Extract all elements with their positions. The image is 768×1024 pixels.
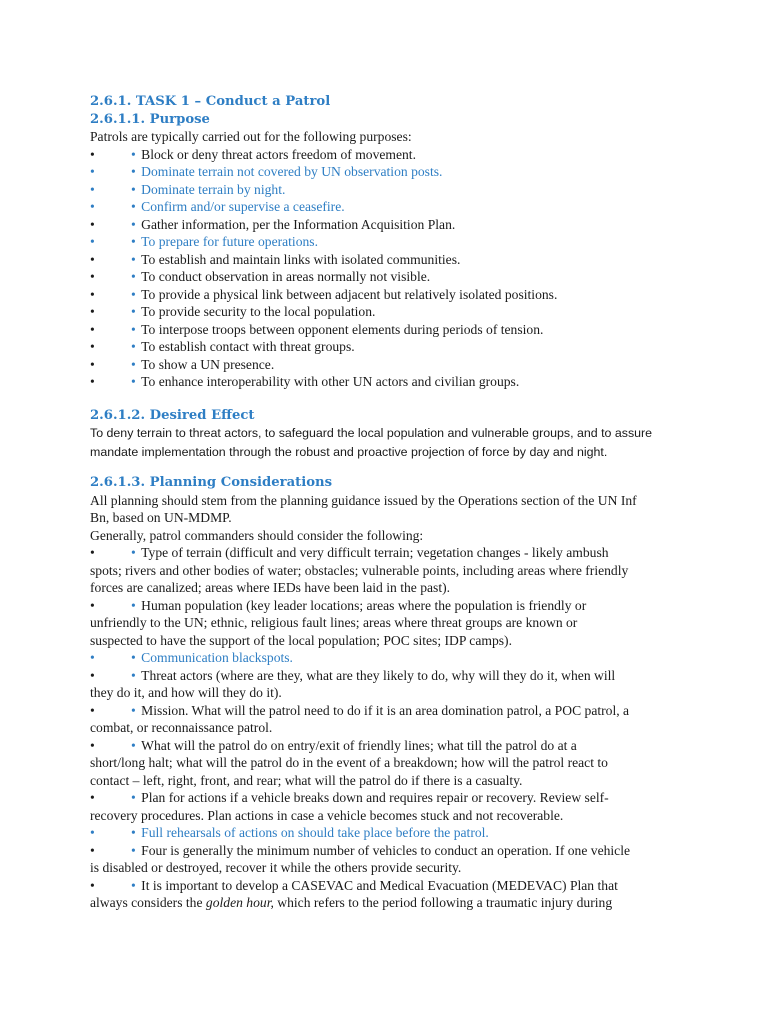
purpose-item-text: To enhance interoperability with other UN actors and civilian groups. bbox=[141, 374, 520, 389]
planning-item-line: which refers to the period following a traumatic injury during bbox=[273, 895, 613, 910]
bullet-marker: • bbox=[90, 321, 95, 337]
bullet-marker: • bbox=[90, 702, 95, 718]
planning-item-line: is disabled or destroyed, recover it while the others provide security. bbox=[90, 860, 462, 875]
bullet-dot: • bbox=[131, 825, 136, 840]
purpose-item-text: Dominate terrain by night. bbox=[141, 181, 286, 197]
bullet-marker: • bbox=[90, 877, 95, 893]
purpose-heading: 2.6.1.1. Purpose bbox=[90, 111, 210, 127]
bullet-marker: • bbox=[90, 269, 95, 284]
planning-item-line: Full rehearsals of actions on should take place before the patrol. bbox=[141, 825, 489, 840]
planning-item-line: Communication blackspots. bbox=[141, 650, 293, 665]
planning-item bbox=[90, 544, 680, 597]
bullet-marker: • bbox=[90, 356, 95, 372]
bullet-marker: • bbox=[90, 545, 95, 560]
planning-item-line: What will the patrol do on entry/exit of friendly lines; what till the patrol do at a bbox=[141, 737, 577, 753]
planning-item-line: It is important to develop a CASEVAC and Medical Evacuation (MEDEVAC) Plan that bbox=[141, 877, 618, 893]
planning-item-line: Plan for actions if a vehicle breaks down and requires repair or recovery. Review self- bbox=[141, 790, 609, 805]
planning-item bbox=[90, 737, 680, 790]
planning-item-line: contact – left, right, front, and rear; what will the patrol do if there is a casualty. bbox=[90, 772, 523, 788]
desired-effect-line: mandate implementation through the robust and proactive projection of force by day and night. bbox=[90, 445, 608, 459]
bullet-marker: • bbox=[90, 374, 95, 389]
bullet-marker: • bbox=[90, 286, 95, 302]
purpose-item-text: To provide a physical link between adjacent but relatively isolated positions. bbox=[141, 286, 558, 302]
document-page bbox=[90, 93, 680, 912]
planning-heading: 2.6.1.3. Planning Considerations bbox=[90, 475, 333, 490]
purpose-item bbox=[90, 163, 680, 181]
bullet-dot: • bbox=[131, 146, 136, 162]
purpose-item bbox=[90, 356, 680, 374]
planning-item bbox=[90, 667, 680, 702]
bullet-dot: • bbox=[131, 339, 136, 354]
planning-item-line: Human population (key leader locations; areas where the population is friendly or bbox=[141, 597, 587, 613]
planning-intro-line: All planning should stem from the planning guidance issued by the Operations section of the UN Inf bbox=[90, 492, 637, 508]
purpose-item-text: Confirm and/or supervise a ceasefire. bbox=[141, 199, 345, 214]
bullet-marker: • bbox=[90, 825, 95, 840]
purpose-item-text: To show a UN presence. bbox=[141, 356, 275, 372]
bullet-dot: • bbox=[131, 304, 136, 319]
bullet-dot: • bbox=[131, 702, 136, 718]
purpose-item bbox=[90, 146, 680, 164]
bullet-marker: • bbox=[90, 790, 95, 805]
bullet-marker: • bbox=[90, 597, 95, 613]
purpose-bullet-list bbox=[90, 146, 680, 391]
purpose-item bbox=[90, 321, 680, 339]
planning-item-line: they do it, and how will they do it). bbox=[90, 685, 282, 700]
planning-item bbox=[90, 649, 680, 667]
planning-intro bbox=[90, 492, 680, 545]
bullet-dot: • bbox=[131, 650, 136, 665]
purpose-item bbox=[90, 286, 680, 304]
planning-item-line: always considers the bbox=[90, 895, 206, 910]
planning-item-line: Four is generally the minimum number of vehicles to conduct an operation. If one vehicle bbox=[141, 842, 631, 858]
bullet-dot: • bbox=[131, 842, 136, 858]
golden-hour-term: golden hour, bbox=[205, 895, 274, 910]
purpose-item bbox=[90, 338, 680, 356]
planning-item-line: Threat actors (where are they, what are they likely to do, why will they do it, when will bbox=[141, 667, 616, 683]
planning-bullet-list bbox=[90, 544, 680, 877]
purpose-item bbox=[90, 233, 680, 251]
purpose-item-text: To provide security to the local population. bbox=[141, 304, 376, 319]
purpose-item-text: Dominate terrain not covered by UN observation posts. bbox=[141, 164, 443, 179]
planning-intro-line: Bn, based on UN-MDMP. bbox=[90, 510, 232, 525]
planning-item bbox=[90, 702, 680, 737]
bullet-marker: • bbox=[90, 650, 95, 665]
planning-item-line: spots; rivers and other bodies of water; obstacles; vulnerable points, including areas where friendly bbox=[90, 562, 629, 578]
purpose-item bbox=[90, 216, 680, 234]
bullet-marker: • bbox=[90, 251, 95, 267]
bullet-dot: • bbox=[131, 199, 136, 214]
planning-item-line: Mission. What will the patrol need to do if it is an area domination patrol, a POC patrol, a bbox=[141, 702, 630, 718]
bullet-dot: • bbox=[131, 790, 136, 805]
planning-item-line: suspected to have the support of the local population; POC sites; IDP camps). bbox=[90, 632, 512, 648]
purpose-item bbox=[90, 303, 680, 321]
bullet-dot: • bbox=[131, 251, 136, 267]
desired-effect-line: To deny terrain to threat actors, to safeguard the local population and vulnerable groups, and to assure bbox=[90, 426, 653, 440]
planning-item bbox=[90, 824, 680, 842]
planning-item bbox=[90, 842, 680, 877]
bullet-dot: • bbox=[131, 597, 136, 613]
purpose-item-text: To interpose troops between opponent elements during periods of tension. bbox=[141, 321, 544, 337]
purpose-intro: Patrols are typically carried out for the following purposes: bbox=[90, 129, 412, 144]
purpose-item bbox=[90, 251, 680, 269]
bullet-marker: • bbox=[90, 667, 95, 683]
planning-intro-line: Generally, patrol commanders should consider the following: bbox=[90, 527, 424, 543]
planning-item-line: forces are canalized; areas where IEDs have been laid in the past). bbox=[90, 580, 451, 595]
bullet-dot: • bbox=[131, 545, 136, 560]
planning-item-line: Type of terrain (difficult and very difficult terrain; vegetation changes - likely ambush bbox=[141, 545, 609, 560]
purpose-item bbox=[90, 198, 680, 216]
task-heading: 2.6.1. TASK 1 – Conduct a Patrol bbox=[90, 94, 331, 109]
bullet-dot: • bbox=[131, 737, 136, 753]
purpose-item bbox=[90, 373, 680, 391]
planning-item-line: combat, or reconnaissance patrol. bbox=[90, 720, 273, 735]
purpose-item-text: To establish contact with threat groups. bbox=[141, 339, 355, 354]
bullet-marker: • bbox=[90, 216, 95, 232]
desired-effect-heading: 2.6.1.2. Desired Effect bbox=[90, 407, 255, 423]
bullet-dot: • bbox=[131, 234, 136, 249]
purpose-item-text: To prepare for future operations. bbox=[141, 234, 318, 249]
planning-item-casevac bbox=[90, 877, 680, 912]
desired-effect-paragraph bbox=[90, 424, 680, 462]
bullet-dot: • bbox=[131, 286, 136, 302]
bullet-dot: • bbox=[131, 374, 136, 389]
bullet-marker: • bbox=[90, 181, 95, 197]
planning-item-line: unfriendly to the UN; ethnic, religious fault lines; areas where threat groups are known or bbox=[90, 615, 578, 630]
purpose-item bbox=[90, 181, 680, 199]
bullet-marker: • bbox=[90, 304, 95, 319]
bullet-dot: • bbox=[131, 164, 136, 179]
bullet-dot: • bbox=[131, 877, 136, 893]
bullet-marker: • bbox=[90, 842, 95, 858]
bullet-marker: • bbox=[90, 339, 95, 354]
bullet-dot: • bbox=[131, 321, 136, 337]
bullet-marker: • bbox=[90, 234, 95, 249]
planning-item bbox=[90, 597, 680, 650]
purpose-item-text: Gather information, per the Information Acquisition Plan. bbox=[141, 216, 456, 232]
bullet-marker: • bbox=[90, 164, 95, 179]
purpose-item-text: To conduct observation in areas normally not visible. bbox=[141, 269, 431, 284]
bullet-marker: • bbox=[90, 199, 95, 214]
bullet-dot: • bbox=[131, 216, 136, 232]
purpose-item bbox=[90, 268, 680, 286]
planning-item-line: recovery procedures. Plan actions in case a vehicle becomes stuck and not recoverable. bbox=[90, 807, 564, 823]
planning-item-line: short/long halt; what will the patrol do in the event of a breakdown; how will the patrol react to bbox=[90, 755, 608, 770]
bullet-marker: • bbox=[90, 737, 95, 753]
purpose-item-text: To establish and maintain links with isolated communities. bbox=[141, 251, 461, 267]
bullet-marker: • bbox=[90, 146, 95, 162]
purpose-item-text: Block or deny threat actors freedom of movement. bbox=[141, 146, 416, 162]
bullet-dot: • bbox=[131, 269, 136, 284]
bullet-dot: • bbox=[131, 181, 136, 197]
bullet-dot: • bbox=[131, 667, 136, 683]
planning-item bbox=[90, 789, 680, 824]
bullet-dot: • bbox=[131, 356, 136, 372]
